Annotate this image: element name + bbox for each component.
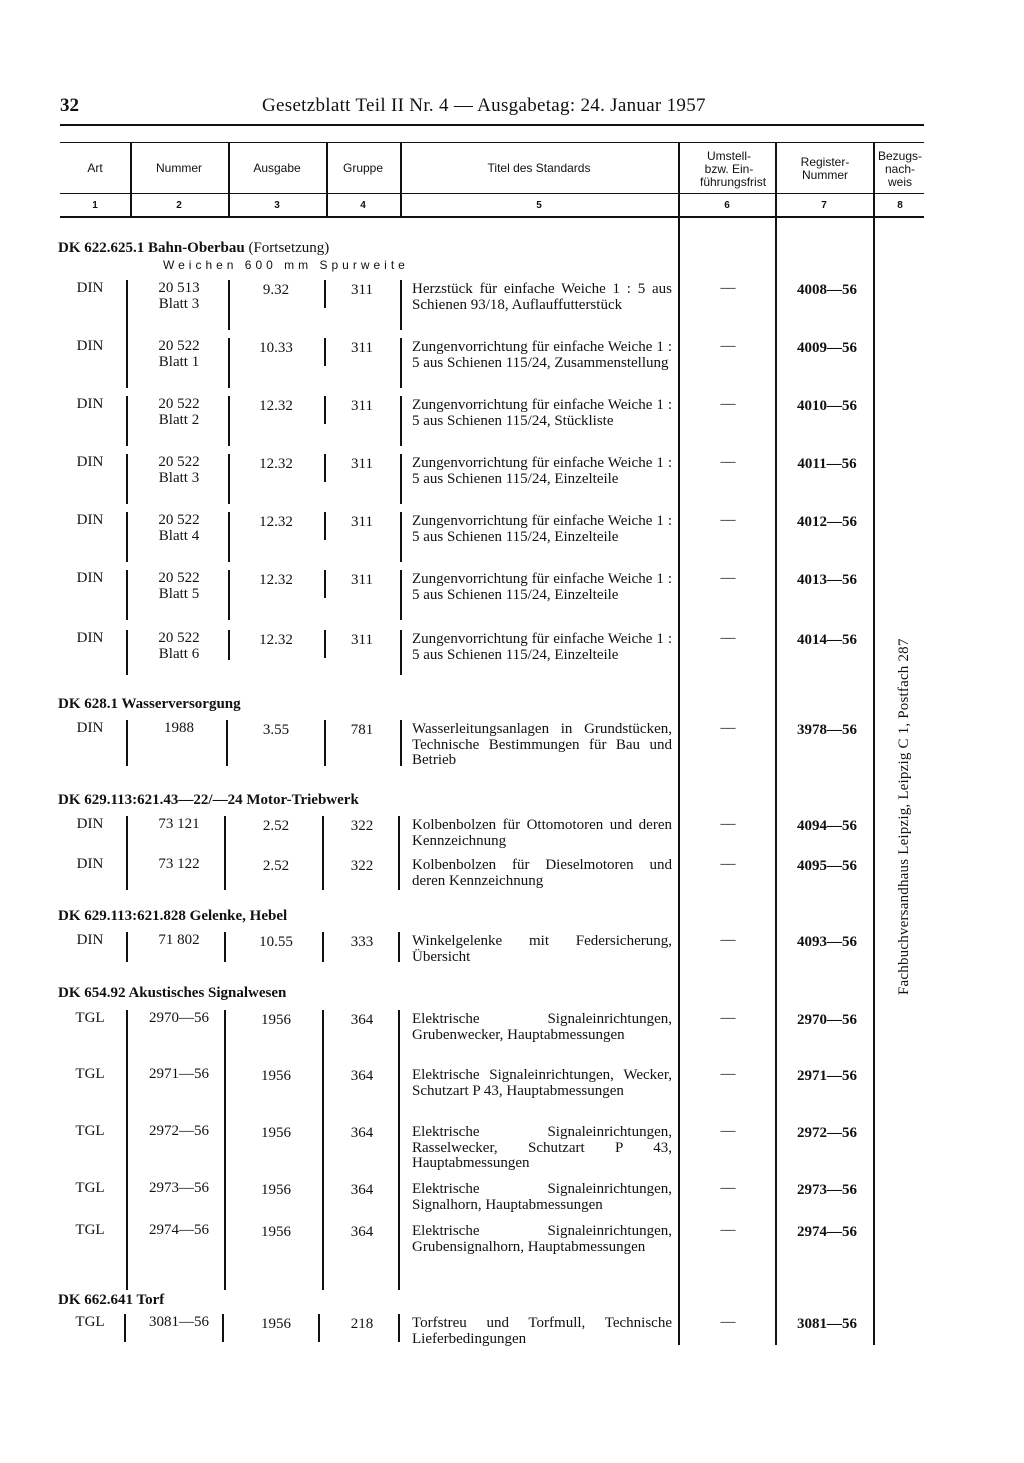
cell-separator <box>324 570 326 598</box>
cell-gruppe: 781 <box>350 722 374 738</box>
section-title: Akustisches Signalwesen <box>128 985 287 1001</box>
table-row <box>0 1180 1024 1213</box>
cell-frist: — <box>720 630 736 646</box>
blatt-value: Blatt 1 <box>158 354 200 370</box>
nummer-value: 2971—56 <box>149 1066 209 1082</box>
cell-register: 4014—56 <box>797 632 857 648</box>
colhead-titel: Titel des Standards <box>487 161 591 175</box>
col-sep-5 <box>678 143 680 1345</box>
cell-register: 4010—56 <box>797 398 857 414</box>
cell-separator <box>126 396 128 446</box>
blatt-value: Blatt 5 <box>158 586 200 602</box>
colnum-5: 5 <box>536 200 542 211</box>
cell-separator <box>400 338 402 388</box>
nummer-value: 3081—56 <box>149 1314 209 1330</box>
cell-separator <box>124 1314 126 1342</box>
section-code: DK 629.113:621.43—22/—24 <box>58 792 243 808</box>
section-code: DK 662.641 <box>58 1292 133 1308</box>
table-row <box>0 338 1024 371</box>
cell-art: DIN <box>76 720 104 736</box>
cell-ausgabe: 1956 <box>261 1316 291 1332</box>
colnum-6: 6 <box>724 200 730 211</box>
cell-ausgabe: 1956 <box>261 1224 291 1240</box>
colhead-frist: Umstell- bzw. Ein- führungsfrist <box>700 149 767 189</box>
cell-art: DIN <box>76 932 104 948</box>
cell-separator <box>324 630 326 658</box>
col-sep-6 <box>775 143 777 1345</box>
cell-frist: — <box>720 512 736 528</box>
blatt-value: Blatt 2 <box>158 412 200 428</box>
table-row <box>0 454 1024 487</box>
cell-art: DIN <box>76 856 104 872</box>
cell-titel: Zungenvorrichtung für einfache Weiche 1 : 5 aus Schienen 115/24, Einzelteile <box>412 631 672 663</box>
colhead-bezug: Bezugs- nach- weis <box>877 149 923 189</box>
cell-titel: Zungenvorrichtung für einfache Weiche 1 : 5 aus Schienen 115/24, Einzelteile <box>412 513 672 545</box>
cell-ausgabe: 2.52 <box>262 818 290 834</box>
cell-register: 4013—56 <box>797 572 857 588</box>
section-suffix: (Fortsetzung) <box>248 240 330 256</box>
nummer-value: 2972—56 <box>149 1123 209 1139</box>
cell-ausgabe: 1956 <box>261 1182 291 1198</box>
cell-separator <box>126 570 128 620</box>
cell-register: 2973—56 <box>797 1182 857 1198</box>
table-row <box>0 512 1024 545</box>
cell-separator <box>228 630 230 660</box>
section-heading <box>58 985 286 1002</box>
section-code: DK 629.113:621.828 <box>58 908 186 924</box>
section-code: DK 654.92 <box>58 985 126 1001</box>
cell-frist: — <box>720 396 736 412</box>
cell-ausgabe: 12.32 <box>259 514 293 530</box>
cell-separator <box>126 338 128 388</box>
cell-titel: Wasserleitungsanlagen in Grundstücken, Technische Bestimmungen für Bau und Betrieb <box>412 721 672 768</box>
cell-art: TGL <box>75 1222 105 1238</box>
cell-ausgabe: 12.32 <box>259 456 293 472</box>
header-rule-mid <box>60 142 924 143</box>
cell-frist: — <box>720 1314 736 1330</box>
cell-separator <box>126 932 128 962</box>
cell-nummer <box>132 396 226 428</box>
cell-register: 4011—56 <box>797 456 857 472</box>
nummer-value: 2974—56 <box>149 1222 209 1238</box>
section-title: Bahn-Oberbau <box>148 240 245 256</box>
cell-separator <box>324 338 326 366</box>
colnum-8: 8 <box>897 200 903 211</box>
cell-frist: — <box>720 570 736 586</box>
cell-ausgabe: 10.55 <box>259 934 293 950</box>
cell-ausgabe: 12.32 <box>259 632 293 648</box>
cell-ausgabe: 1956 <box>261 1012 291 1028</box>
cell-separator <box>398 816 400 890</box>
blatt-value: Blatt 4 <box>158 528 200 544</box>
cell-gruppe: 311 <box>351 398 373 414</box>
cell-gruppe: 311 <box>351 632 373 648</box>
cell-art: TGL <box>75 1180 105 1196</box>
cell-nummer <box>132 1010 226 1026</box>
cell-titel: Herzstück für einfache Weiche 1 : 5 aus Schienen 93/18, Auflauffutterstück <box>412 281 672 313</box>
cell-titel: Kolbenbolzen für Ottomotoren und deren Kennzeichnung <box>412 817 672 849</box>
cell-frist: — <box>720 1066 736 1082</box>
cell-frist: — <box>720 1010 736 1026</box>
table-row <box>0 1222 1024 1255</box>
blatt-value: Blatt 6 <box>158 646 200 662</box>
cell-separator <box>400 720 402 766</box>
cell-frist: — <box>720 932 736 948</box>
section-title: Motor-Triebwerk <box>246 792 359 808</box>
section-title: Torf <box>136 1292 165 1308</box>
cell-separator <box>228 512 230 562</box>
section-heading <box>58 696 241 713</box>
cell-titel: Zungenvorrichtung für einfache Weiche 1 : 5 aus Schienen 115/24, Einzelteile <box>412 571 672 603</box>
cell-ausgabe: 2.52 <box>262 858 290 874</box>
colnum-2: 2 <box>176 200 182 211</box>
cell-separator <box>226 720 228 766</box>
cell-separator <box>228 396 230 446</box>
cell-register: 2970—56 <box>797 1012 857 1028</box>
cell-register: 4008—56 <box>797 282 857 298</box>
cell-register: 2971—56 <box>797 1068 857 1084</box>
cell-gruppe: 364 <box>350 1012 374 1028</box>
nummer-value: 2970—56 <box>149 1010 209 1026</box>
table-row <box>0 1010 1024 1043</box>
nummer-value: 20 522 <box>158 630 200 646</box>
nummer-value: 1988 <box>164 720 194 736</box>
cell-art: TGL <box>75 1066 105 1082</box>
cell-titel: Zungenvorrichtung für einfache Weiche 1 : 5 aus Schienen 115/24, Zusammenstellung <box>412 339 672 371</box>
cell-nummer <box>132 932 226 948</box>
cell-art: DIN <box>76 396 104 412</box>
cell-register: 3081—56 <box>797 1316 857 1332</box>
cell-nummer <box>132 1180 226 1196</box>
col-sep-7 <box>873 143 875 1345</box>
column-header-rule <box>60 193 924 194</box>
nummer-value: 20 522 <box>158 454 200 470</box>
cell-titel: Torfstreu und Torfmull, Technische Lieferbedingungen <box>412 1315 672 1347</box>
cell-titel: Elektrische Signaleinrichtungen, Grubenwecker, Hauptabmessungen <box>412 1011 672 1043</box>
cell-separator <box>126 630 128 675</box>
header-rule-top <box>60 124 924 126</box>
cell-nummer <box>132 570 226 602</box>
cell-separator <box>126 454 128 504</box>
cell-ausgabe: 1956 <box>261 1125 291 1141</box>
cell-separator <box>400 512 402 562</box>
table-row <box>0 932 1024 965</box>
cell-art: TGL <box>75 1314 105 1330</box>
cell-gruppe: 311 <box>351 456 373 472</box>
colnum-7: 7 <box>821 200 827 211</box>
cell-register: 4012—56 <box>797 514 857 530</box>
page-number: 32 <box>60 95 79 116</box>
cell-art: DIN <box>76 280 104 296</box>
nummer-value: 20 522 <box>158 396 200 412</box>
column-number-rule <box>60 216 924 218</box>
colnum-1: 1 <box>92 200 98 211</box>
cell-frist: — <box>720 1123 736 1139</box>
cell-nummer <box>132 1222 226 1238</box>
cell-separator <box>126 1010 128 1290</box>
cell-art: DIN <box>76 630 104 646</box>
cell-ausgabe: 3.55 <box>262 722 290 738</box>
cell-nummer <box>132 720 226 736</box>
table-row <box>0 630 1024 663</box>
page-header-title: Gesetzblatt Teil II Nr. 4 — Ausgabetag: 24. Januar 1957 <box>262 95 706 116</box>
cell-frist: — <box>720 280 736 296</box>
nummer-value: 20 522 <box>158 570 200 586</box>
cell-nummer <box>132 1123 226 1139</box>
table-row <box>0 856 1024 889</box>
nummer-value: 20 522 <box>158 512 200 528</box>
cell-titel: Zungenvorrichtung für einfache Weiche 1 : 5 aus Schienen 115/24, Stückliste <box>412 397 672 429</box>
cell-art: DIN <box>76 512 104 528</box>
nummer-value: 71 802 <box>158 932 200 948</box>
publisher-note: Fachbuchversandhaus Leipzig, Leipzig C 1, Postfach 287 <box>896 638 912 995</box>
cell-register: 2972—56 <box>797 1125 857 1141</box>
cell-separator <box>224 1010 226 1290</box>
cell-separator <box>228 338 230 388</box>
cell-separator <box>324 720 326 766</box>
cell-separator <box>126 720 128 766</box>
cell-register: 4009—56 <box>797 340 857 356</box>
cell-gruppe: 311 <box>351 514 373 530</box>
cell-art: DIN <box>76 454 104 470</box>
table-row <box>0 1314 1024 1347</box>
cell-nummer <box>132 512 226 544</box>
cell-nummer <box>132 856 226 872</box>
cell-separator <box>400 454 402 504</box>
cell-titel: Kolbenbolzen für Dieselmotoren und deren Kennzeichnung <box>412 857 672 889</box>
section-heading <box>58 792 359 809</box>
colnum-3: 3 <box>274 200 280 211</box>
cell-art: DIN <box>76 338 104 354</box>
section-heading <box>58 240 329 257</box>
section-code: DK 628.1 <box>58 696 118 712</box>
cell-separator <box>324 512 326 540</box>
colhead-nummer: Nummer <box>155 161 202 175</box>
table-row <box>0 720 1024 768</box>
cell-frist: — <box>720 454 736 470</box>
cell-separator <box>228 280 230 330</box>
blatt-value: Blatt 3 <box>158 470 200 486</box>
section-code: DK 622.625.1 <box>58 240 145 256</box>
cell-separator <box>228 454 230 504</box>
cell-separator <box>324 454 326 482</box>
cell-separator <box>324 396 326 424</box>
cell-register: 2974—56 <box>797 1224 857 1240</box>
cell-gruppe: 322 <box>350 858 374 874</box>
colhead-register: Register- Nummer <box>800 155 850 182</box>
cell-gruppe: 311 <box>351 572 373 588</box>
nummer-value: 73 121 <box>158 816 200 832</box>
nummer-value: 20 522 <box>158 338 200 354</box>
cell-art: DIN <box>76 570 104 586</box>
cell-frist: — <box>720 816 736 832</box>
cell-separator <box>126 512 128 562</box>
cell-separator <box>318 1314 320 1342</box>
cell-separator <box>126 816 128 890</box>
cell-ausgabe: 10.33 <box>259 340 293 356</box>
cell-separator <box>398 1314 400 1342</box>
cell-separator <box>324 280 326 308</box>
cell-gruppe: 364 <box>350 1224 374 1240</box>
colhead-art: Art <box>87 161 103 175</box>
cell-separator <box>224 816 226 890</box>
cell-titel: Zungenvorrichtung für einfache Weiche 1 : 5 aus Schienen 115/24, Einzelteile <box>412 455 672 487</box>
table-row <box>0 280 1024 313</box>
cell-art: TGL <box>75 1123 105 1139</box>
cell-separator <box>400 570 402 620</box>
colhead-gruppe: Gruppe <box>342 161 384 175</box>
cell-register: 4093—56 <box>797 934 857 950</box>
section-heading <box>58 908 287 925</box>
cell-gruppe: 218 <box>350 1316 374 1332</box>
blatt-value: Blatt 3 <box>158 296 200 312</box>
cell-nummer <box>132 816 226 832</box>
cell-separator <box>322 1010 324 1290</box>
cell-ausgabe: 12.32 <box>259 572 293 588</box>
cell-separator <box>228 570 230 620</box>
cell-ausgabe: 1956 <box>261 1068 291 1084</box>
cell-separator <box>398 932 400 962</box>
cell-nummer <box>132 630 226 662</box>
cell-register: 3978—56 <box>797 722 857 738</box>
table-row <box>0 396 1024 429</box>
cell-nummer <box>132 1066 226 1082</box>
cell-art: DIN <box>76 816 104 832</box>
cell-titel: Elektrische Signaleinrichtungen, Rasselwecker, Schutzart P 43, Hauptabmessungen <box>412 1124 672 1171</box>
cell-separator <box>400 396 402 446</box>
cell-titel: Elektrische Signaleinrichtungen, Grubensignalhorn, Hauptabmessungen <box>412 1223 672 1255</box>
cell-titel: Winkelgelenke mit Federsicherung, Übersicht <box>412 933 672 965</box>
cell-separator <box>222 1314 224 1342</box>
colhead-ausgabe: Ausgabe <box>253 161 301 175</box>
cell-nummer <box>132 338 226 370</box>
cell-frist: — <box>720 338 736 354</box>
cell-frist: — <box>720 856 736 872</box>
section-title: Wasserversorgung <box>121 696 241 712</box>
cell-frist: — <box>720 1222 736 1238</box>
cell-ausgabe: 12.32 <box>259 398 293 414</box>
cell-gruppe: 364 <box>350 1182 374 1198</box>
cell-gruppe: 364 <box>350 1125 374 1141</box>
cell-frist: — <box>720 720 736 736</box>
cell-nummer <box>132 1314 226 1330</box>
cell-separator <box>322 932 324 962</box>
cell-gruppe: 322 <box>350 818 374 834</box>
cell-nummer <box>132 280 226 312</box>
nummer-value: 2973—56 <box>149 1180 209 1196</box>
nummer-value: 73 122 <box>158 856 200 872</box>
cell-separator <box>398 1010 400 1290</box>
colnum-4: 4 <box>360 200 366 211</box>
cell-ausgabe: 9.32 <box>262 282 290 298</box>
table-row <box>0 570 1024 603</box>
subsection-heading: Weichen 600 mm Spurweite <box>163 258 409 272</box>
nummer-value: 20 513 <box>158 280 200 296</box>
cell-separator <box>322 816 324 890</box>
cell-gruppe: 311 <box>351 282 373 298</box>
section-heading <box>58 1292 164 1309</box>
table-row <box>0 816 1024 849</box>
cell-frist: — <box>720 1180 736 1196</box>
cell-separator <box>400 630 402 675</box>
cell-separator <box>224 932 226 962</box>
cell-titel: Elektrische Signaleinrichtungen, Wecker, Schutzart P 43, Hauptabmessungen <box>412 1067 672 1099</box>
cell-register: 4094—56 <box>797 818 857 834</box>
cell-separator <box>400 280 402 330</box>
cell-nummer <box>132 454 226 486</box>
cell-gruppe: 364 <box>350 1068 374 1084</box>
cell-register: 4095—56 <box>797 858 857 874</box>
table-row <box>0 1066 1024 1099</box>
cell-gruppe: 311 <box>351 340 373 356</box>
cell-art: TGL <box>75 1010 105 1026</box>
cell-titel: Elektrische Signaleinrichtungen, Signalhorn, Hauptabmessungen <box>412 1181 672 1213</box>
section-title: Gelenke, Hebel <box>189 908 288 924</box>
table-row <box>0 1123 1024 1171</box>
cell-gruppe: 333 <box>350 934 374 950</box>
